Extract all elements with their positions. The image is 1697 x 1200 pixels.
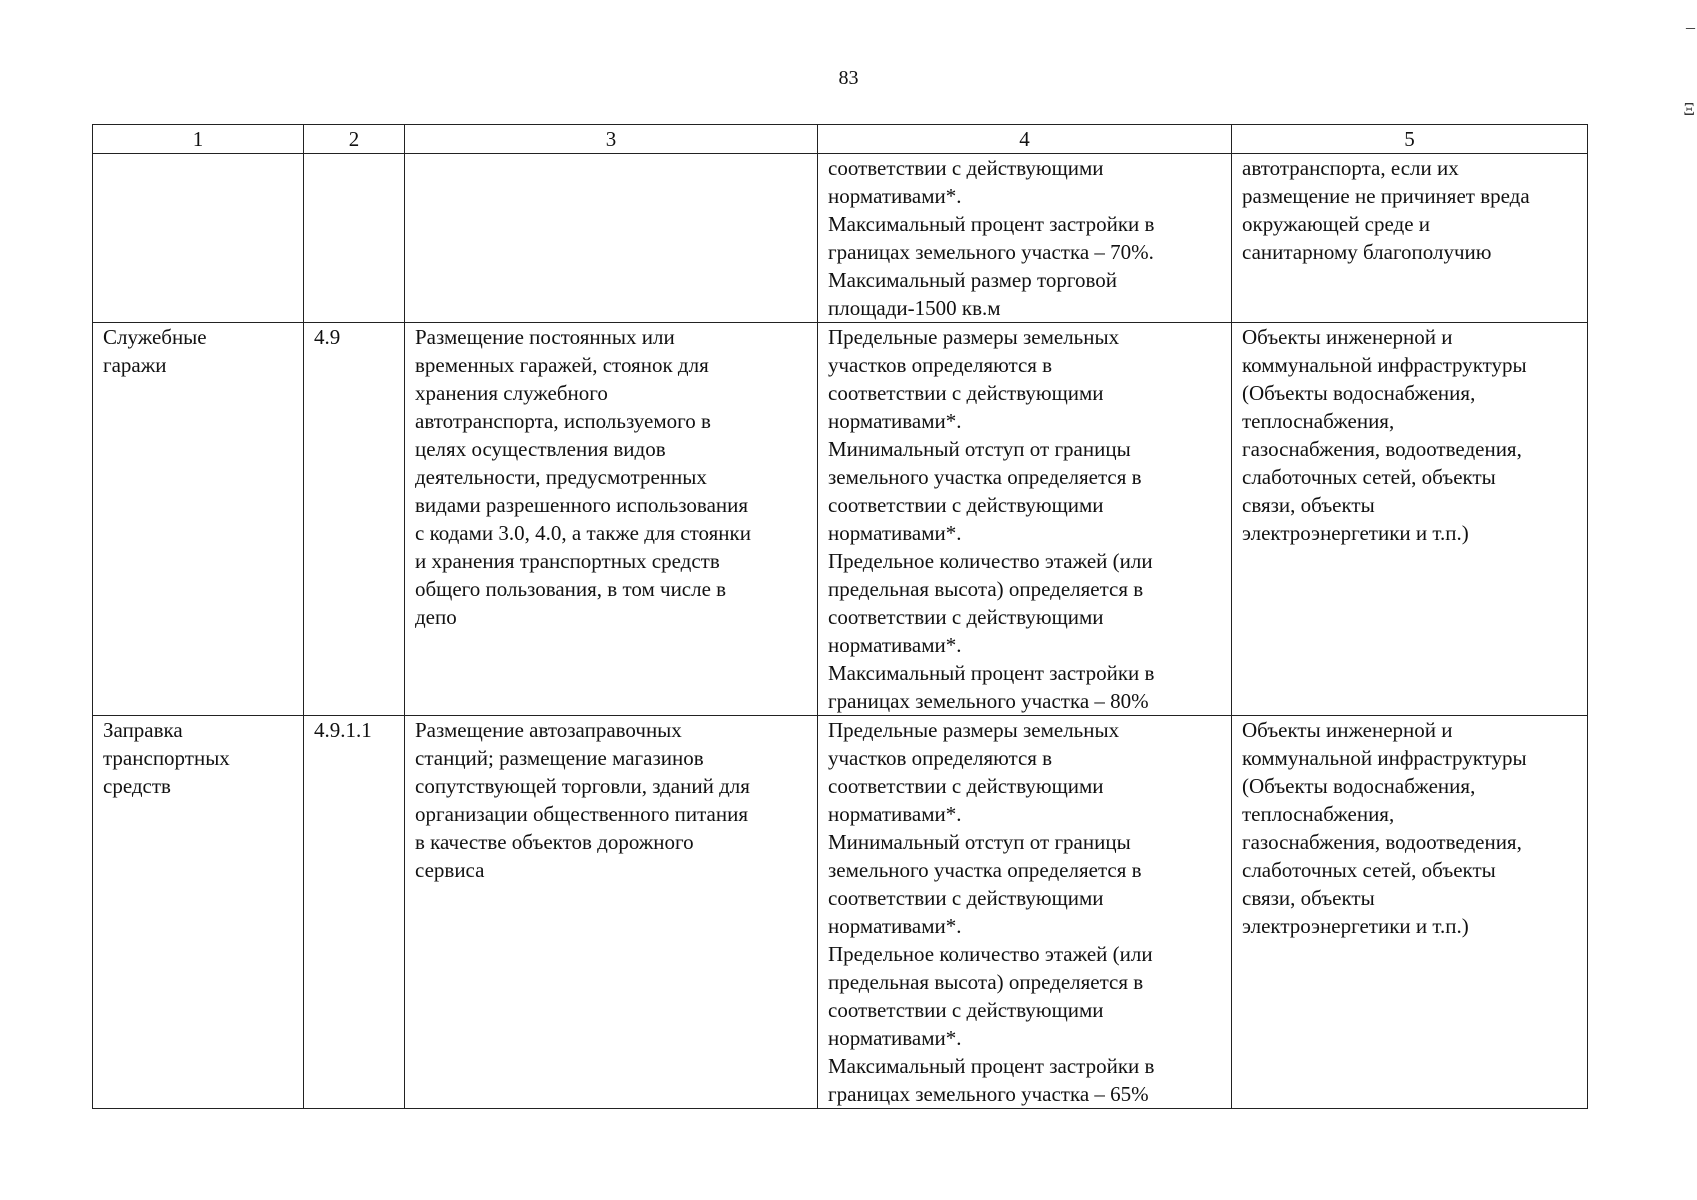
use-name-cell	[93, 716, 304, 1109]
auxiliary-use-text: Объекты инженерной и коммунальной инфраструктуры (Объекты водоснабжения, теплоснабжения, газоснабжения, водоотведения, слаботочных сетей, объекты связи, объекты электроэнергетики и т.п.)	[1242, 325, 1527, 545]
use-description-cell	[405, 716, 818, 1109]
auxiliary-use-text: Объекты инженерной и коммунальной инфраструктуры (Объекты водоснабжения, теплоснабжения, газоснабжения, водоотведения, слаботочных сетей, объекты связи, объекты электроэнергетики и т.п.)	[1242, 718, 1527, 938]
column-header-2: 2	[304, 125, 405, 154]
parameters-text: Предельные размеры земельных участков определяются в соответствии с действующими нормативами*. Минимальный отступ от границы земельного участка определяется в соответствии с действующими нормативами*. Предельное количество этажей (или предельная высота) определяется в соответствии с действующими нормативами*. Максимальный процент застройки в границах земельного участка – 65%	[828, 718, 1155, 1106]
table-row	[93, 323, 1588, 716]
edge-mark-middle: Ξ	[1683, 99, 1695, 119]
page-number: 83	[838, 67, 859, 89]
auxiliary-use-cell	[1232, 716, 1588, 1109]
use-name-cell	[93, 154, 304, 323]
use-name-text: Служебные гаражи	[103, 325, 207, 377]
parameters-cell	[818, 154, 1232, 323]
column-header-4: 4	[818, 125, 1232, 154]
use-description-cell	[405, 154, 818, 323]
auxiliary-use-cell	[1232, 323, 1588, 716]
use-name-text: Заправка транспортных средств	[103, 718, 230, 798]
parameters-cell	[818, 716, 1232, 1109]
use-code-cell	[304, 323, 405, 716]
table-row	[93, 154, 1588, 323]
auxiliary-use-cell	[1232, 154, 1588, 323]
auxiliary-use-text: автотранспорта, если их размещение не причиняет вреда окружающей среде и санитарному благополучию	[1242, 156, 1530, 264]
use-code-cell	[304, 154, 405, 323]
use-code-cell	[304, 716, 405, 1109]
use-name-cell	[93, 323, 304, 716]
parameters-text: соответствии с действующими нормативами*. Максимальный процент застройки в границах земельного участка – 70%. Максимальный размер торговой площади-1500 кв.м	[828, 156, 1155, 320]
use-description-cell	[405, 323, 818, 716]
table-header-row	[93, 125, 1588, 154]
table-row	[93, 716, 1588, 1109]
use-description-text: Размещение автозаправочных станций; размещение магазинов сопутствующей торговли, зданий для организации общественного питания в качестве объектов дорожного сервиса	[415, 718, 750, 882]
use-code-text: 4.9	[314, 325, 341, 349]
column-header-3: 3	[405, 125, 818, 154]
use-code-text: 4.9.1.1	[314, 718, 372, 742]
use-description-text: Размещение постоянных или временных гаражей, стоянок для хранения служебного автотранспорта, используемого в целях осуществления видов деятельности, предусмотренных видами разрешенного использования с кодами 3.0, 4.0, а также для стоянки и хранения транспортных средств общего пользования, в том числе в депо	[415, 325, 751, 629]
column-header-5: 5	[1232, 125, 1588, 154]
land-use-table	[92, 124, 1588, 1109]
edge-mark-top: –	[1686, 17, 1695, 37]
column-header-1: 1	[93, 125, 304, 154]
parameters-cell	[818, 323, 1232, 716]
parameters-text: Предельные размеры земельных участков определяются в соответствии с действующими нормативами*. Минимальный отступ от границы земельного участка определяется в соответствии с действующими нормативами*. Предельное количество этажей (или предельная высота) определяется в соответствии с действующими нормативами*. Максимальный процент застройки в границах земельного участка – 80%	[828, 325, 1155, 713]
